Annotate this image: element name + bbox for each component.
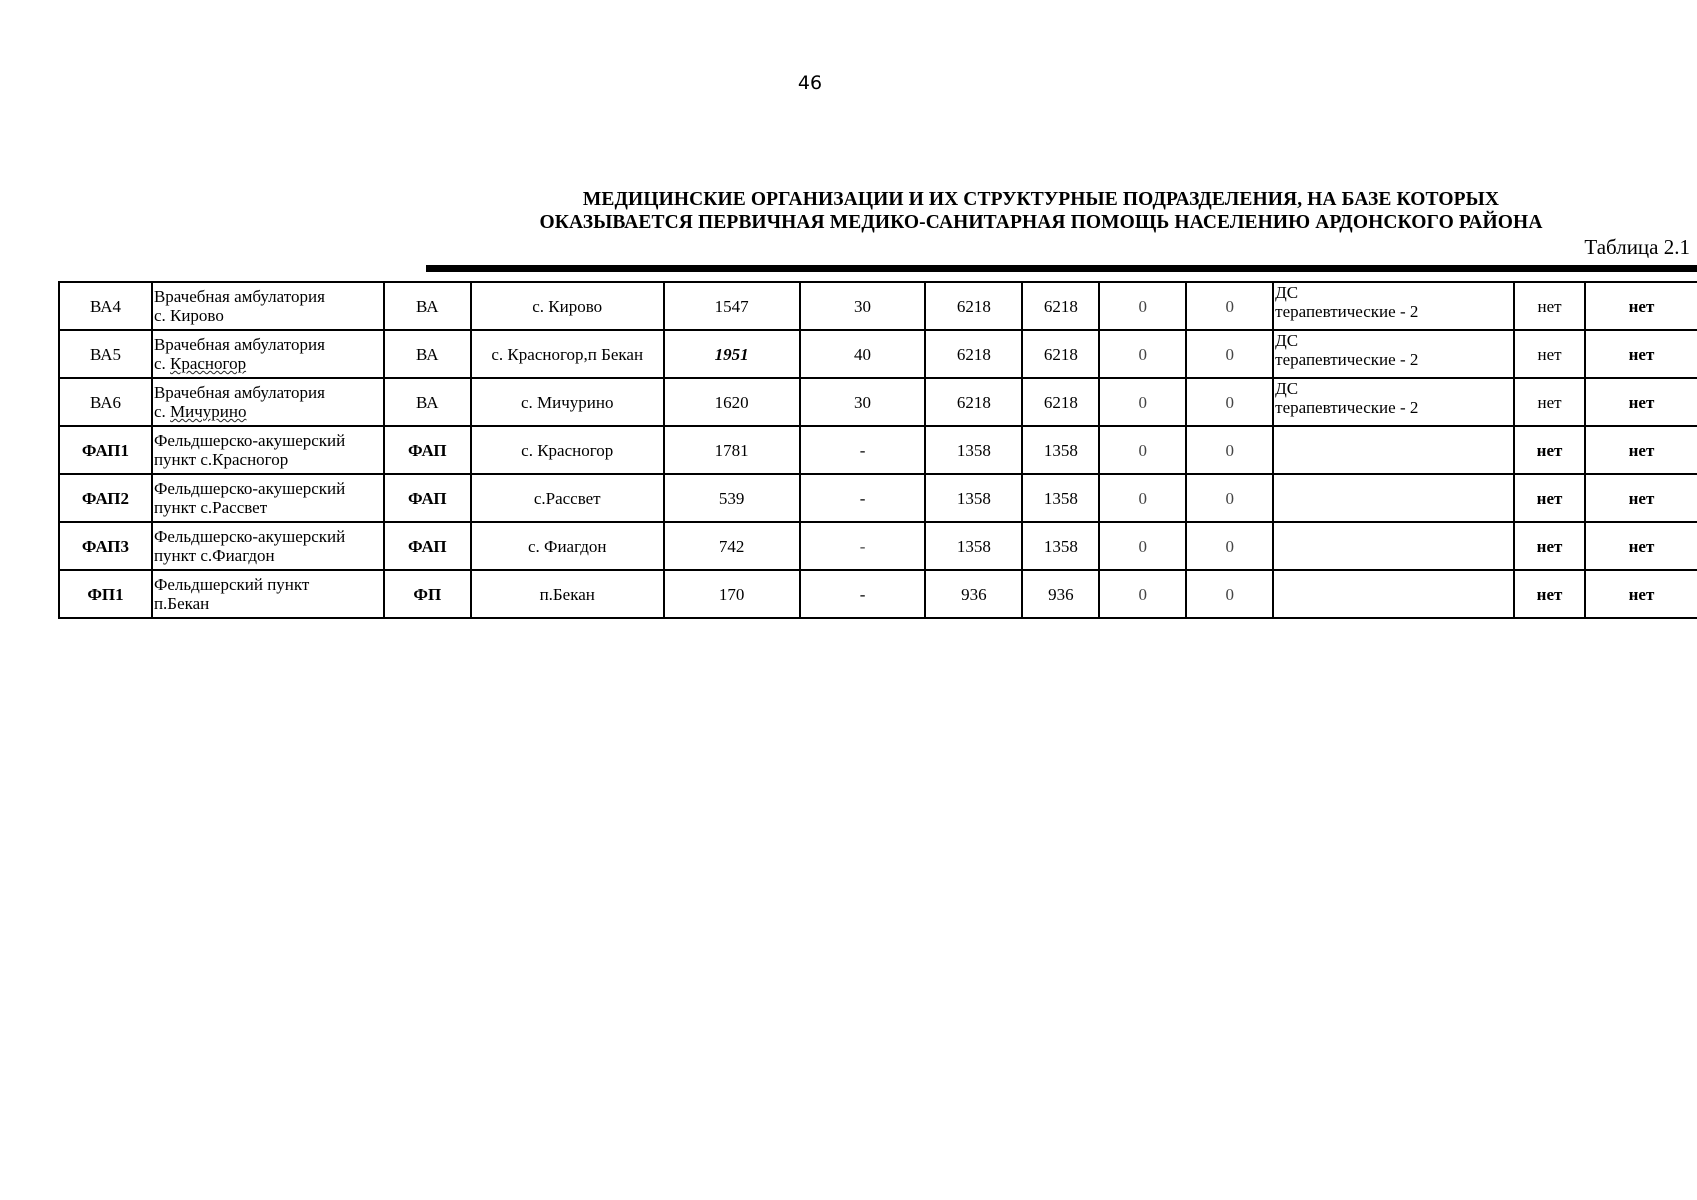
value-1: 936 [925,570,1022,618]
settlement: п.Бекан [471,570,664,618]
capacity: 30 [800,282,926,330]
capacity: - [800,474,926,522]
unit-type: ФП [384,570,471,618]
table-row [59,522,1697,570]
notes [1273,522,1514,570]
settlement: с. Красногор,п Бекан [471,330,664,378]
title-rule [426,265,1697,272]
notes [1273,426,1514,474]
value-3: 0 [1099,330,1186,378]
settlement: с. Мичурино [471,378,664,426]
table-row [59,570,1697,618]
flag-1: нет [1514,282,1585,330]
unit-code: ФП1 [59,570,152,618]
table-row [59,378,1697,426]
capacity: 40 [800,330,926,378]
title-line-1: МЕДИЦИНСКИЕ ОРГАНИЗАЦИИ И ИХ СТРУКТУРНЫЕ ПОДРАЗДЕЛЕНИЯ, НА БАЗЕ КОТОРЫХ [582,189,1500,210]
value-1: 6218 [925,330,1022,378]
medical-organizations-table [58,281,1697,619]
unit-type: ФАП [384,426,471,474]
population: 1547 [664,282,800,330]
value-3: 0 [1099,570,1186,618]
notes: ДС терапевтические - 2 [1273,378,1514,426]
value-1: 1358 [925,522,1022,570]
population: 170 [664,570,800,618]
flag-1: нет [1514,522,1585,570]
unit-type: ВА [384,282,471,330]
capacity: 30 [800,378,926,426]
capacity: - [800,426,926,474]
settlement: с. Фиагдон [471,522,664,570]
unit-type: ФАП [384,474,471,522]
population: 1620 [664,378,800,426]
value-1: 6218 [925,378,1022,426]
unit-name: Фельдшерско-акушерский пункт с.Фиагдон [152,522,384,570]
notes [1273,570,1514,618]
flag-2: нет [1585,522,1697,570]
unit-code: ВА5 [59,330,152,378]
unit-code: ВА4 [59,282,152,330]
flag-1: нет [1514,426,1585,474]
value-4: 0 [1186,330,1273,378]
value-4: 0 [1186,474,1273,522]
unit-name: Врачебная амбулатория с. Красногор [152,330,384,378]
unit-type: ВА [384,378,471,426]
value-2: 936 [1022,570,1099,618]
population: 742 [664,522,800,570]
settlement: с.Рассвет [471,474,664,522]
unit-type: ФАП [384,522,471,570]
table-row [59,474,1697,522]
table-row [59,330,1697,378]
value-1: 1358 [925,474,1022,522]
settlement: с. Красногор [471,426,664,474]
value-2: 1358 [1022,426,1099,474]
notes [1273,474,1514,522]
population: 1781 [664,426,800,474]
value-2: 1358 [1022,522,1099,570]
unit-name: Фельдшерско-акушерский пункт с.Красногор [152,426,384,474]
capacity: - [800,522,926,570]
value-3: 0 [1099,522,1186,570]
value-3: 0 [1099,282,1186,330]
value-4: 0 [1186,570,1273,618]
value-4: 0 [1186,378,1273,426]
value-3: 0 [1099,426,1186,474]
flag-1: нет [1514,570,1585,618]
value-2: 6218 [1022,378,1099,426]
value-3: 0 [1099,474,1186,522]
value-2: 6218 [1022,282,1099,330]
value-1: 1358 [925,426,1022,474]
unit-type: ВА [384,330,471,378]
unit-name: Врачебная амбулатория с. Мичурино [152,378,384,426]
notes: ДС терапевтические - 2 [1273,282,1514,330]
table-caption: Таблица 2.1 [1584,235,1690,259]
population: 539 [664,474,800,522]
value-2: 6218 [1022,330,1099,378]
value-1: 6218 [925,282,1022,330]
flag-2: нет [1585,426,1697,474]
value-2: 1358 [1022,474,1099,522]
flag-2: нет [1585,282,1697,330]
value-4: 0 [1186,522,1273,570]
notes: ДС терапевтические - 2 [1273,330,1514,378]
unit-code: ФАП3 [59,522,152,570]
flag-1: нет [1514,378,1585,426]
value-4: 0 [1186,426,1273,474]
table-row [59,426,1697,474]
table-row [59,282,1697,330]
flag-1: нет [1514,330,1585,378]
value-4: 0 [1186,282,1273,330]
unit-name: Врачебная амбулатория с. Кирово [152,282,384,330]
page-number: 46 [797,72,823,94]
flag-2: нет [1585,378,1697,426]
population: 1951 [664,330,800,378]
flag-2: нет [1585,570,1697,618]
flag-1: нет [1514,474,1585,522]
flag-2: нет [1585,474,1697,522]
unit-code: ФАП2 [59,474,152,522]
settlement: с. Кирово [471,282,664,330]
unit-code: ФАП1 [59,426,152,474]
unit-name: Фельдшерско-акушерский пункт с.Рассвет [152,474,384,522]
flag-2: нет [1585,330,1697,378]
title-line-2: ОКАЗЫВАЕТСЯ ПЕРВИЧНАЯ МЕДИКО-САНИТАРНАЯ ПОМОЩЬ НАСЕЛЕНИЮ АРДОНСКОГО РАЙОНА [539,212,1543,233]
document-title [426,188,1656,234]
unit-code: ВА6 [59,378,152,426]
capacity: - [800,570,926,618]
unit-name: Фельдшерский пункт п.Бекан [152,570,384,618]
value-3: 0 [1099,378,1186,426]
